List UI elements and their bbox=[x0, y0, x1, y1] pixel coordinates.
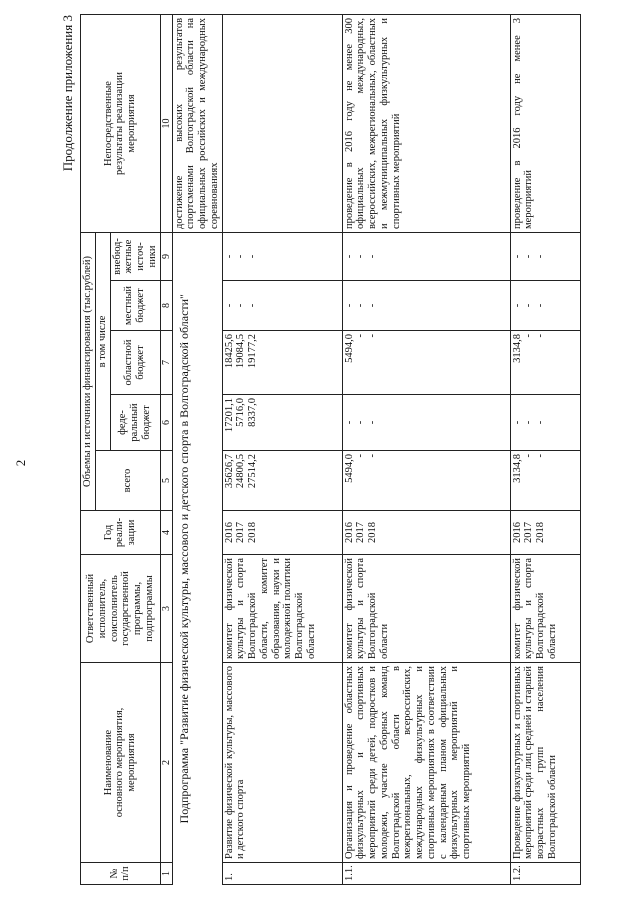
row-local: - - - bbox=[222, 281, 342, 331]
page-number: 2 bbox=[13, 459, 28, 467]
top-result: достижение высоких результатов спортсменами Волгоградской области на официальных российских и международных соревнованиях bbox=[172, 14, 222, 232]
column-number: 7 bbox=[160, 331, 172, 395]
row-num: 1.2. bbox=[510, 863, 580, 885]
table-row bbox=[510, 14, 580, 884]
header-name: Наименование основного мероприятия, мероприятия bbox=[81, 663, 161, 863]
column-number: 8 bbox=[160, 281, 172, 331]
column-number: 6 bbox=[160, 395, 172, 451]
continuation-label: Продолжение приложения 3 bbox=[60, 15, 75, 172]
header-including: в том числе bbox=[95, 232, 110, 450]
table-row bbox=[222, 14, 342, 884]
row-total: 35626,7 24800,5 27514,2 bbox=[222, 451, 342, 511]
row-local: - - - bbox=[342, 281, 510, 331]
row-years: 2016 2017 2018 bbox=[222, 511, 342, 555]
subprogram-row bbox=[172, 14, 222, 884]
header-total: всего bbox=[95, 451, 160, 511]
header-extrabudget: внебюд- жетные источ- ники bbox=[110, 232, 160, 280]
row-extrabudget: - - - bbox=[342, 232, 510, 280]
table-row bbox=[342, 14, 510, 884]
column-number: 3 bbox=[160, 555, 172, 663]
header-responsible: Ответственный исполнитель, соисполнитель государственной программы, подпрограммы bbox=[81, 555, 161, 663]
funding-table bbox=[80, 14, 581, 885]
row-extrabudget: - - - bbox=[222, 232, 342, 280]
row-years: 2016 2017 2018 bbox=[510, 511, 580, 555]
column-number: 2 bbox=[160, 663, 172, 863]
row-federal: 17201,1 5716,0 8337,0 bbox=[222, 395, 342, 451]
row-total: 5494,0 - - bbox=[342, 451, 510, 511]
row-result: проведение в 2016 году не менее 3 мероприятий bbox=[510, 14, 580, 232]
column-number: 4 bbox=[160, 511, 172, 555]
row-total: 3134,8 - - bbox=[510, 451, 580, 511]
row-result: проведение в 2016 году не менее 300 официальных международных, всероссийских, межрегиональных, областных и межмуниципальных физкультурных и спортивных мероприятий bbox=[342, 14, 510, 232]
row-federal: - - - bbox=[510, 395, 580, 451]
subprogram-title: Подпрограмма "Развитие физической культуры, массового и детского спорта в Волгоградской области" bbox=[176, 294, 191, 824]
header-volumes: Объемы и источники финансирования (тыс.рублей) bbox=[81, 232, 96, 510]
column-numbers-row bbox=[160, 14, 172, 884]
row-regional: 3134,8 - - bbox=[510, 331, 580, 395]
row-num: 1.1. bbox=[342, 863, 510, 885]
row-result bbox=[222, 14, 342, 232]
row-name: Развитие физической культуры, массового и детского спорта bbox=[222, 663, 342, 863]
column-number: 10 bbox=[160, 14, 172, 232]
header-result: Непосредственные результаты реализации мероприятия bbox=[81, 14, 161, 232]
row-name: Проведение физкультурных и спортивных мероприятий среди лиц средней и старшей возрастных групп населения Волгоградской области bbox=[510, 663, 580, 863]
row-responsible: комитет физической культуры и спорта Волгоградской области bbox=[342, 555, 510, 663]
row-responsible: комитет физической культуры и спорта Волгоградской области bbox=[510, 555, 580, 663]
row-federal: - - - bbox=[342, 395, 510, 451]
header-num: № п/п bbox=[81, 863, 161, 885]
row-local: - - - bbox=[510, 281, 580, 331]
header-federal: феде- ральный бюджет bbox=[110, 395, 160, 451]
row-regional: 18425,6 19084,5 19177,2 bbox=[222, 331, 342, 395]
header-year: Год реали- зации bbox=[81, 511, 161, 555]
row-extrabudget: - - - bbox=[510, 232, 580, 280]
row-num: 1. bbox=[222, 863, 342, 885]
row-responsible: комитет физической культуры и спорта Волгоградской области, комитет образования, науки и молодежной политики Волгоградской области bbox=[222, 555, 342, 663]
row-name: Организация и проведение областных физкультурных и спортивных мероприятий среди детей, подростков и молодежи, участие сборных команд Волгоградской области в межрегиональных, всероссийских, международных физкультурных и спортивных мероприятиях в соответствии с календарным планом официальных физкультурных мероприятий и спортивных мероприятий bbox=[342, 663, 510, 863]
header-local: местный бюджет bbox=[110, 281, 160, 331]
header-regional: областной бюджет bbox=[110, 331, 160, 395]
row-regional: 5494,0 - - bbox=[342, 331, 510, 395]
column-number: 1 bbox=[160, 863, 172, 885]
document-sheet bbox=[60, 15, 570, 885]
column-number: 5 bbox=[160, 451, 172, 511]
row-years: 2016 2017 2018 bbox=[342, 511, 510, 555]
column-number: 9 bbox=[160, 232, 172, 280]
